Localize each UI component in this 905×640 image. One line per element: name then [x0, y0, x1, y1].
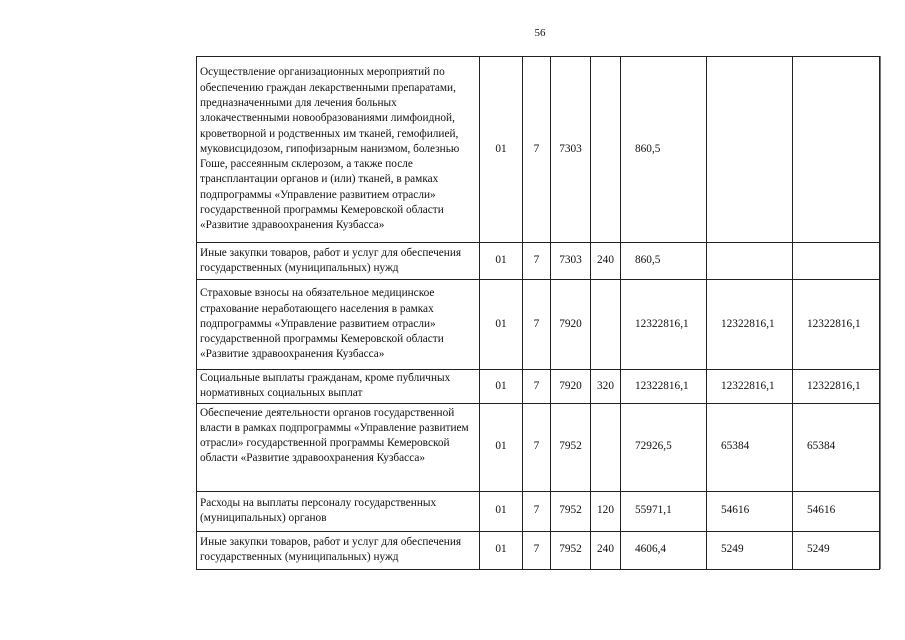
table-row [197, 280, 880, 370]
amount-year-2: 54616 [707, 491, 793, 531]
amount-year-3 [793, 243, 880, 280]
target-article-code: 7303 [551, 57, 591, 243]
section-code: 01 [480, 531, 523, 569]
amount-year-1: 12322816,1 [621, 280, 707, 370]
table-row [197, 57, 880, 243]
amount-year-1: 55971,1 [621, 491, 707, 531]
page-number: 56 [534, 27, 546, 39]
row-description: Иные закупки товаров, работ и услуг для обеспечения государственных (муниципальных) нужд [197, 531, 480, 569]
row-description: Осуществление организационных мероприятий по обеспечению граждан лекарственными препаратами, предназначенными для лечения больных злокачественными новообразованиями лимфоидной, кроветворной и родственных им тканей, гемофилией, муковисцидозом, гипофизарным нанизмом, болезнью Гоше, рассеянным склерозом, а также после трансплантации органов и (или) тканей, в рамках подпрограммы «Управление развитием отрасли» государственной программы Кемеровской области «Развитие здравоохранения Кузбасса» [197, 57, 480, 243]
section-code: 01 [480, 370, 523, 404]
subsection-code: 7 [523, 370, 551, 404]
amount-year-3: 12322816,1 [793, 280, 880, 370]
table-row [197, 531, 880, 569]
budget-table [196, 56, 880, 570]
amount-year-1: 4606,4 [621, 531, 707, 569]
amount-year-1: 12322816,1 [621, 370, 707, 404]
target-article-code: 7303 [551, 243, 591, 280]
table-row [197, 491, 880, 531]
amount-year-2: 12322816,1 [707, 370, 793, 404]
amount-year-2 [707, 243, 793, 280]
amount-year-1: 72926,5 [621, 403, 707, 491]
target-article-code: 7920 [551, 280, 591, 370]
amount-year-2: 5249 [707, 531, 793, 569]
expense-type-code: 240 [591, 243, 621, 280]
subsection-code: 7 [523, 243, 551, 280]
row-description: Страховые взносы на обязательное медицинское страхование неработающего населения в рамках подпрограммы «Управление развитием отрасли» государственной программы Кемеровской области «Развитие здравоохранения Кузбасса» [197, 280, 480, 370]
section-code: 01 [480, 403, 523, 491]
section-code: 01 [480, 243, 523, 280]
amount-year-3: 65384 [793, 403, 880, 491]
table-row [197, 370, 880, 404]
subsection-code: 7 [523, 531, 551, 569]
subsection-code: 7 [523, 57, 551, 243]
target-article-code: 7952 [551, 531, 591, 569]
amount-year-3: 54616 [793, 491, 880, 531]
subsection-code: 7 [523, 403, 551, 491]
amount-year-2: 65384 [707, 403, 793, 491]
row-description: Иные закупки товаров, работ и услуг для обеспечения государственных (муниципальных) нужд [197, 243, 480, 280]
subsection-code: 7 [523, 280, 551, 370]
amount-year-3: 5249 [793, 531, 880, 569]
section-code: 01 [480, 491, 523, 531]
table-right-border [880, 56, 881, 569]
expense-type-code [591, 280, 621, 370]
section-code: 01 [480, 280, 523, 370]
amount-year-2: 12322816,1 [707, 280, 793, 370]
amount-year-3 [793, 57, 880, 243]
row-description: Социальные выплаты гражданам, кроме публичных нормативных социальных выплат [197, 370, 480, 404]
row-description: Обеспечение деятельности органов государственной власти в рамках подпрограммы «Управление развитием отрасли» государственной программы Кемеровской области «Развитие здравоохранения Кузбасса» [197, 403, 480, 491]
expense-type-code: 320 [591, 370, 621, 404]
expense-type-code: 240 [591, 531, 621, 569]
amount-year-1: 860,5 [621, 57, 707, 243]
target-article-code: 7952 [551, 403, 591, 491]
amount-year-1: 860,5 [621, 243, 707, 280]
target-article-code: 7920 [551, 370, 591, 404]
amount-year-2 [707, 57, 793, 243]
table-row [197, 243, 880, 280]
table-row [197, 403, 880, 491]
section-code: 01 [480, 57, 523, 243]
row-description: Расходы на выплаты персоналу государственных (муниципальных) органов [197, 491, 480, 531]
subsection-code: 7 [523, 491, 551, 531]
expense-type-code [591, 57, 621, 243]
expense-type-code [591, 403, 621, 491]
amount-year-3: 12322816,1 [793, 370, 880, 404]
target-article-code: 7952 [551, 491, 591, 531]
expense-type-code: 120 [591, 491, 621, 531]
